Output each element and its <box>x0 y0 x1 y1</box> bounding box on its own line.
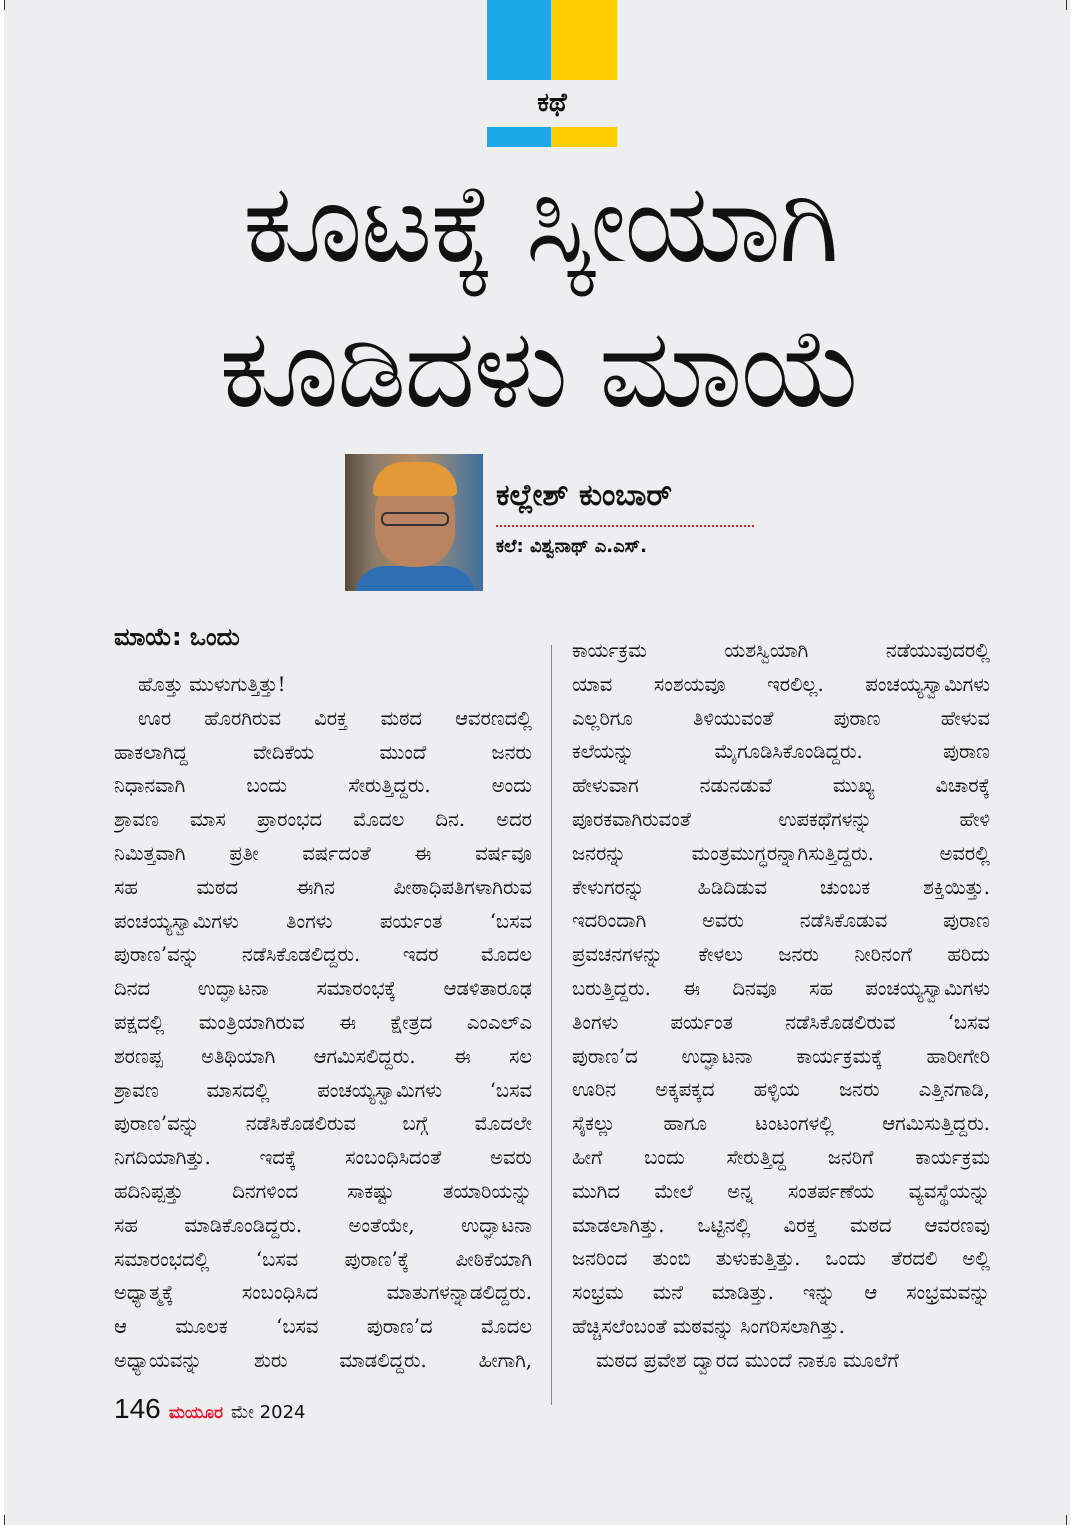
article-line: ಜನರಿಂದ ತುಂಬಿ ತುಳುಕುತ್ತಿತ್ತು. ಒಂದು ತೆರದಲಿ ಅಲ್ಲಿ <box>572 1247 990 1271</box>
page-number: 146 <box>114 1393 161 1424</box>
article-column-right <box>572 634 990 1378</box>
article-line: ನಿಗದಿಯಾಗಿತ್ತು. ಇದಕ್ಕೆ ಸಂಬಂಧಿಸಿದಂತೆ ಅವರು <box>114 1146 532 1170</box>
article-line: ಜನರನ್ನು ಮಂತ್ರಮುಗ್ಧರನ್ನಾಗಿಸುತ್ತಿದ್ದರು. ಅವರಲ್ಲಿ <box>572 841 990 865</box>
article-column-left <box>114 668 532 1378</box>
article-line: ಊರಿನ ಅಕ್ಕಪಕ್ಕದ ಹಳ್ಳಿಯ ಜನರು ಎತ್ತಿನಗಾಡಿ, <box>572 1078 990 1102</box>
section-label: ಕಥೆ <box>537 88 567 118</box>
dotted-divider <box>496 525 754 527</box>
article-line: ಯಾವ ಸಂಶಯವೂ ಇರಲಿಲ್ಲ. ಪಂಚಯ್ಯಸ್ವಾಮಿಗಳು <box>572 672 990 696</box>
crop-mark <box>1066 0 1067 10</box>
article-line: ಸಮಾರಂಭದಲ್ಲಿ ‘ಬಸವ ಪುರಾಣ’ಕ್ಕೆ ಪೀಠಿಕೆಯಾಗಿ <box>114 1247 532 1271</box>
article-line: ಶ್ರಾವಣ ಮಾಸ ಪ್ರಾರಂಭದ ಮೊದಲ ದಿನ. ಅದರ <box>114 808 532 832</box>
article-line: ಸಹ ಮಠದ ಈಗಿನ ಪೀಠಾಧಿಪತಿಗಳಾಗಿರುವ <box>114 875 532 899</box>
article-line: ಪಕ್ಷದಲ್ಲಿ ಮಂತ್ರಿಯಾಗಿರುವ ಈ ಕ್ಷೇತ್ರದ ಎಂಎಲ್‌ಎ <box>114 1010 532 1034</box>
article-line: ಅಧ್ಯಾತ್ಮಕ್ಕೆ ಸಂಬಂಧಿಸಿದ ಮಾತುಗಳನ್ನಾಡಲಿದ್ದರು. <box>114 1281 532 1305</box>
article-line: ದಿನದ ಉದ್ಘಾಟನಾ ಸಮಾರಂಭಕ್ಕೆ ಆಡಳಿತಾರೂಢ <box>114 977 532 1001</box>
blue-color-strip <box>487 127 551 147</box>
blue-color-block <box>487 0 551 80</box>
article-line: ಹೆಚ್ಚಿಸಲೆಂಬಂತೆ ಮಠವನ್ನು ಸಿಂಗರಿಸಲಾಗಿತ್ತು. <box>572 1314 845 1338</box>
article-line: ಪುರಾಣ’ವನ್ನು ನಡೆಸಿಕೊಡಲಿದ್ದರು. ಇದರ ಮೊದಲ <box>114 943 532 967</box>
magazine-page <box>4 0 1070 1525</box>
article-line: ಹೇಳುವಾಗ ನಡುನಡುವೆ ಮುಖ್ಯ ವಿಚಾರಕ್ಕೆ <box>572 774 990 798</box>
article-line: ಪೂರಕವಾಗಿರುವಂತೆ ಉಪಕಥೆಗಳನ್ನು ಹೇಳಿ <box>572 807 990 831</box>
yellow-color-block <box>551 0 617 80</box>
article-line: ಹಾಕಲಾಗಿದ್ದ ವೇದಿಕೆಯ ಮುಂದೆ ಜನರು <box>114 740 532 764</box>
crop-mark <box>1066 1515 1067 1525</box>
article-line: ಪ್ರವಚನಗಳನ್ನು ಕೇಳಲು ಜನರು ನೀರಿನಂಗೆ ಹರಿದು <box>572 943 990 967</box>
article-line: ಹೀಗೆ ಬಂದು ಸೇರುತ್ತಿದ್ದ ಜನರಿಗೆ ಕಾರ್ಯಕ್ರಮ <box>572 1145 990 1169</box>
article-line: ಸಹ ಮಾಡಿಕೊಂಡಿದ್ದರು. ಅಂತೆಯೇ, ಉದ್ಘಾಟನಾ <box>114 1213 532 1237</box>
author-photo <box>345 454 483 591</box>
article-line: ನಿಮಿತ್ತವಾಗಿ ಪ್ರತೀ ವರ್ಷದಂತೆ ಈ ವರ್ಷವೂ <box>114 841 532 865</box>
article-line: ನಿಧಾನವಾಗಿ ಬಂದು ಸೇರುತ್ತಿದ್ದರು. ಅಂದು <box>114 774 532 798</box>
article-line: ಆ ಮೂಲಕ ‘ಬಸವ ಪುರಾಣ’ದ ಮೊದಲ <box>114 1315 532 1339</box>
article-line: ತಿಂಗಳು ಪರ್ಯಂತ ನಡೆಸಿಕೊಡಲಿರುವ ‘ಬಸವ <box>572 1010 990 1034</box>
author-name: ಕಲ್ಲೇಶ್ ಕುಂಬಾರ್ <box>496 478 672 513</box>
article-line: ಪುರಾಣ’ವನ್ನು ನಡೆಸಿಕೊಡಲಿರುವ ಬಗ್ಗೆ ಮೊದಲೇ <box>114 1112 532 1136</box>
article-line: ಮುಗಿದ ಮೇಲೆ ಅನ್ನ ಸಂತರ್ಪಣೆಯ ವ್ಯವಸ್ಥೆಯನ್ನು <box>572 1179 990 1203</box>
issue-date: ಮೇ 2024 <box>230 1402 306 1423</box>
article-line: ಪಂಚಯ್ಯಸ್ವಾಮಿಗಳು ತಿಂಗಳು ಪರ್ಯಂತ ‘ಬಸವ <box>114 909 532 933</box>
article-line: ಹೊತ್ತು ಮುಳುಗುತ್ತಿತ್ತು! <box>138 673 286 696</box>
article-line: ಮಾಡಲಾಗಿತ್ತು. ಒಟ್ಟಿನಲ್ಲಿ ವಿರಕ್ತ ಮಠದ ಆವರಣವು <box>572 1213 990 1237</box>
story-title-line-1: ಕೂಟಕ್ಕೆ ಸ್ಕೀಯಾಗಿ <box>242 159 838 287</box>
crop-mark <box>4 1515 5 1525</box>
story-title-line-2: ಕೂಡಿದಳು ಮಾಯೆ <box>219 304 861 432</box>
yellow-color-strip <box>551 127 617 147</box>
article-line: ಕಾರ್ಯಕ್ರಮ ಯಶಸ್ವಿಯಾಗಿ ನಡೆಯುವುದರಲ್ಲಿ <box>572 639 990 662</box>
article-line: ಹದಿನಿಪ್ಪತ್ತು ದಿನಗಳಿಂದ ಸಾಕಷ್ಟು ತಯಾರಿಯನ್ನು <box>114 1179 532 1203</box>
artist-credit: ಕಲೆ: ವಿಶ್ವನಾಥ್ ಎ.ಎಸ್. <box>496 536 647 557</box>
magazine-logo: ಮಯೂರ <box>168 1403 223 1423</box>
page-footer <box>114 1393 306 1429</box>
article-line: ಸಂಭ್ರಮ ಮನೆ ಮಾಡಿತ್ತು. ಇನ್ನು ಆ ಸಂಭ್ರಮವನ್ನು <box>572 1281 990 1305</box>
article-line: ಶರಣಪ್ಪ ಅತಿಥಿಯಾಗಿ ಆಗಮಿಸಲಿದ್ದರು. ಈ ಸಲ <box>114 1044 532 1068</box>
article-line: ಸೈಕಲ್ಲು ಹಾಗೂ ಟಂಟಂಗಳಲ್ಲಿ ಆಗಮಿಸುತ್ತಿದ್ದರು. <box>572 1112 990 1136</box>
crop-mark <box>4 0 5 10</box>
article-line: ಎಲ್ಲರಿಗೂ ತಿಳಿಯುವಂತೆ ಪುರಾಣ ಹೇಳುವ <box>572 706 990 730</box>
column-divider <box>551 645 552 1405</box>
article-line: ಶ್ರಾವಣ ಮಾಸದಲ್ಲಿ ಪಂಚಯ್ಯಸ್ವಾಮಿಗಳು ‘ಬಸವ <box>114 1078 532 1102</box>
article-line: ಅಧ್ಯಾಯವನ್ನು ಶುರು ಮಾಡಲಿದ್ದರು. ಹೀಗಾಗಿ, <box>114 1348 532 1372</box>
article-line: ಬರುತ್ತಿದ್ದರು. ಈ ದಿನವೂ ಸಹ ಪಂಚಯ್ಯಸ್ವಾಮಿಗಳು <box>572 976 990 1000</box>
article-line: ಪುರಾಣ’ದ ಉದ್ಘಾಟನಾ ಕಾರ್ಯಕ್ರಮಕ್ಕೆ ಹಾರೀಗೇರಿ <box>572 1044 990 1068</box>
article-line: ಇದರಿಂದಾಗಿ ಅವರು ನಡೆಸಿಕೊಡುವ ಪುರಾಣ <box>572 909 990 933</box>
article-line: ಕೇಳುಗರನ್ನು ಹಿಡಿದಿಡುವ ಚುಂಬಕ ಶಕ್ತಿಯಿತ್ತು. <box>572 875 990 899</box>
article-line: ಮಠದ ಪ್ರವೇಶ ದ್ವಾರದ ಮುಂದೆ ನಾಕೂ ಮೂಲೆಗೆ <box>596 1348 899 1372</box>
chapter-heading: ಮಾಯೆ: ಒಂದು <box>114 623 240 651</box>
article-line: ಕಲೆಯನ್ನು ಮೈಗೂಡಿಸಿಕೊಂಡಿದ್ದರು. ಪುರಾಣ <box>572 740 990 764</box>
article-line: ಊರ ಹೊರಗಿರುವ ವಿರಕ್ತ ಮಠದ ಆವರಣದಲ್ಲಿ <box>138 706 532 730</box>
